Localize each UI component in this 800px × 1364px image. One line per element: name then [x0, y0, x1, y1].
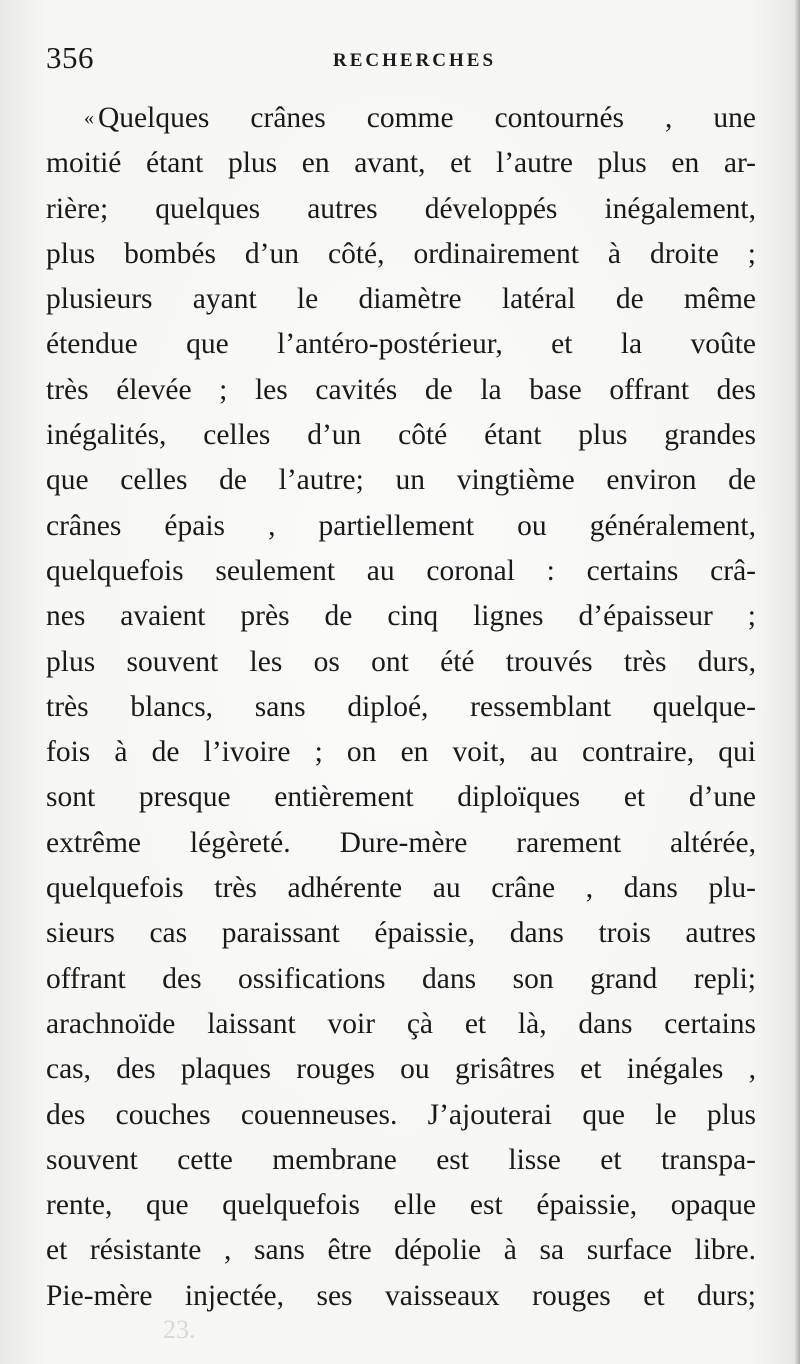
text-line: extrême légèreté. Dure-mère rarement altérée, — [46, 826, 756, 859]
text-line: moitié étant plus en avant, et l’autre plus en ar- — [46, 147, 756, 180]
page-edge-shadow — [794, 0, 800, 1364]
text-line: crânes épais , partiellement ou généralement, — [46, 509, 756, 542]
text-line: sieurs cas paraissant épaissie, dans trois autres — [46, 917, 756, 950]
running-head: RECHERCHES — [333, 50, 497, 71]
text-line: cas, des plaques rouges ou grisâtres et inégales , — [46, 1053, 756, 1086]
text-line: Pie-mère injectée, ses vaisseaux rouges et durs; — [46, 1279, 756, 1312]
text-line: souvent cette membrane est lisse et transpa- — [46, 1143, 756, 1176]
text-line: rière; quelques autres développés inégalement, — [46, 192, 756, 225]
text-line: et résistante , sans être dépolie à sa surface libre. — [46, 1234, 756, 1267]
text-line: nes avaient près de cinq lignes d’épaisseur ; — [46, 600, 756, 633]
text-line: sont presque entièrement diploïques et d’une — [46, 781, 756, 814]
text-line: très élevée ; les cavités de la base offrant des — [46, 373, 756, 406]
faint-catchword: 23. — [163, 1315, 196, 1344]
text-line: fois à de l’ivoire ; on en voit, au contraire, qui — [46, 736, 756, 769]
text-line: quelquefois très adhérente au crâne , dans plu- — [46, 872, 756, 905]
text-line: que celles de l’autre; un vingtième environ de — [46, 464, 756, 497]
text-line: étendue que l’antéro-postérieur, et la voûte — [46, 328, 756, 361]
text-line: quelquefois seulement au coronal : certains crâ- — [46, 554, 756, 587]
text-line: offrant des ossifications dans son grand repli; — [46, 962, 756, 995]
text-line: plus souvent les os ont été trouvés très durs, — [46, 645, 756, 678]
text-line-content: Quelques crânes comme contournés , une — [98, 102, 756, 134]
text-line: plus bombés d’un côté, ordinairement à droite ; — [46, 237, 756, 270]
text-line: très blancs, sans diploé, ressemblant quelque- — [46, 690, 756, 723]
opening-quote: « — [84, 107, 94, 129]
text-line: plusieurs ayant le diamètre latéral de même — [46, 283, 756, 316]
text-line: rente, que quelquefois elle est épaissie, opaque — [46, 1189, 756, 1222]
text-line: des couches couenneuses. J’ajouterai que le plus — [46, 1098, 756, 1131]
body-text — [46, 96, 756, 1319]
text-line: arachnoïde laissant voir çà et là, dans certains — [46, 1007, 756, 1040]
text-line: inégalités, celles d’un côté étant plus grandes — [46, 419, 756, 452]
text-line — [46, 96, 756, 141]
page-header — [46, 40, 760, 86]
page-number: 356 — [46, 40, 94, 75]
